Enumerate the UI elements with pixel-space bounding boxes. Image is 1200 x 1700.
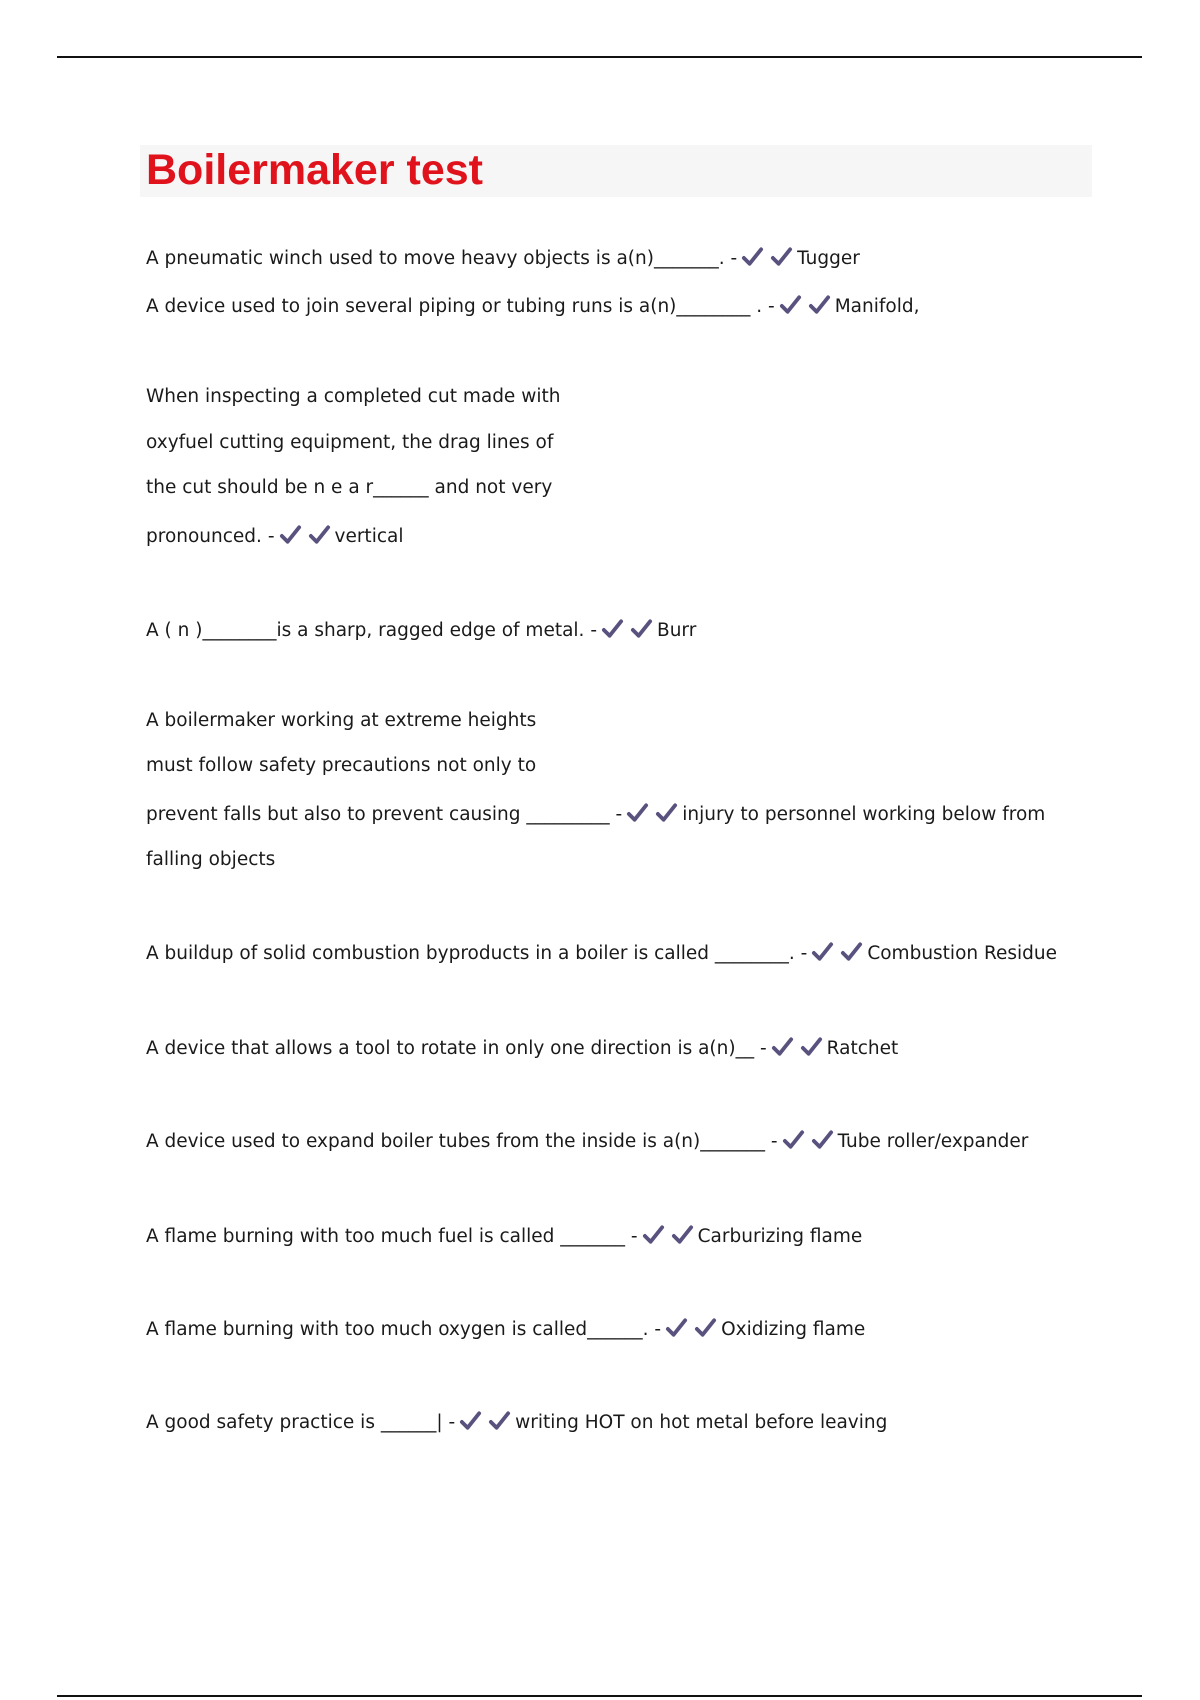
double-checkmark-icon <box>771 1036 823 1058</box>
question-text: A pneumatic winch used to move heavy objects is a(n)_______. - <box>146 248 738 269</box>
answer-text: Burr <box>657 620 697 641</box>
double-checkmark-icon <box>626 802 678 824</box>
bottom-rule <box>57 1695 1142 1697</box>
qa-item-6 <box>146 941 1057 966</box>
qa-item-11 <box>146 1410 887 1435</box>
double-checkmark-icon <box>459 1410 511 1432</box>
top-rule <box>57 56 1142 58</box>
answer-text: Tube roller/expander <box>837 1131 1029 1152</box>
document-title: Boilermaker test <box>146 146 483 194</box>
answer-text: Carburizing flame <box>697 1226 863 1247</box>
double-checkmark-icon <box>811 941 863 963</box>
qa-item-3-line-1: When inspecting a completed cut made with <box>146 386 561 407</box>
qa-item-3-line-4 <box>146 524 403 549</box>
qa-item-5-line-1: A boilermaker working at extreme heights <box>146 710 537 731</box>
double-checkmark-icon <box>279 524 331 546</box>
answer-text: injury to personnel working below from <box>682 804 1046 825</box>
answer-text: Oxidizing flame <box>721 1319 866 1340</box>
question-text: A device that allows a tool to rotate in only one direction is a(n)__ - <box>146 1038 767 1059</box>
answer-text: Manifold, <box>834 296 920 317</box>
double-checkmark-icon <box>782 1129 834 1151</box>
answer-text: writing HOT on hot metal before leaving <box>515 1412 888 1433</box>
question-text: A flame burning with too much fuel is called _______ - <box>146 1226 638 1247</box>
question-text: A device used to join several piping or tubing runs is a(n)________ . - <box>146 296 775 317</box>
question-text: prevent falls but also to prevent causing _________ - <box>146 804 623 825</box>
answer-text: Ratchet <box>826 1038 899 1059</box>
qa-item-8 <box>146 1129 1028 1154</box>
qa-item-3-line-3: the cut should be n e a r______ and not very <box>146 477 553 498</box>
question-text: pronounced. - <box>146 526 275 547</box>
double-checkmark-icon <box>741 246 793 268</box>
qa-item-5-line-2: must follow safety precautions not only to <box>146 755 537 776</box>
qa-item-4 <box>146 618 696 643</box>
qa-item-10 <box>146 1317 865 1342</box>
answer-text: Combustion Residue <box>867 943 1058 964</box>
answer-text: vertical <box>334 526 404 547</box>
double-checkmark-icon <box>601 618 653 640</box>
qa-item-5-line-4: falling objects <box>146 849 276 870</box>
answer-text: Tugger <box>797 248 860 269</box>
qa-item-2 <box>146 294 919 319</box>
double-checkmark-icon <box>665 1317 717 1339</box>
question-text: A buildup of solid combustion byproducts in a boiler is called ________. - <box>146 943 808 964</box>
question-text: A ( n )________is a sharp, ragged edge of metal. - <box>146 620 597 641</box>
qa-item-5-line-3 <box>146 802 1045 827</box>
qa-item-3-line-2: oxyfuel cutting equipment, the drag lines of <box>146 432 554 453</box>
question-text: A flame burning with too much oxygen is called______. - <box>146 1319 662 1340</box>
question-text: A good safety practice is ______| - <box>146 1412 456 1433</box>
double-checkmark-icon <box>642 1224 694 1246</box>
qa-item-9 <box>146 1224 862 1249</box>
qa-item-7 <box>146 1036 898 1061</box>
double-checkmark-icon <box>779 294 831 316</box>
qa-item-1 <box>146 246 860 271</box>
question-text: A device used to expand boiler tubes from the inside is a(n)_______ - <box>146 1131 778 1152</box>
